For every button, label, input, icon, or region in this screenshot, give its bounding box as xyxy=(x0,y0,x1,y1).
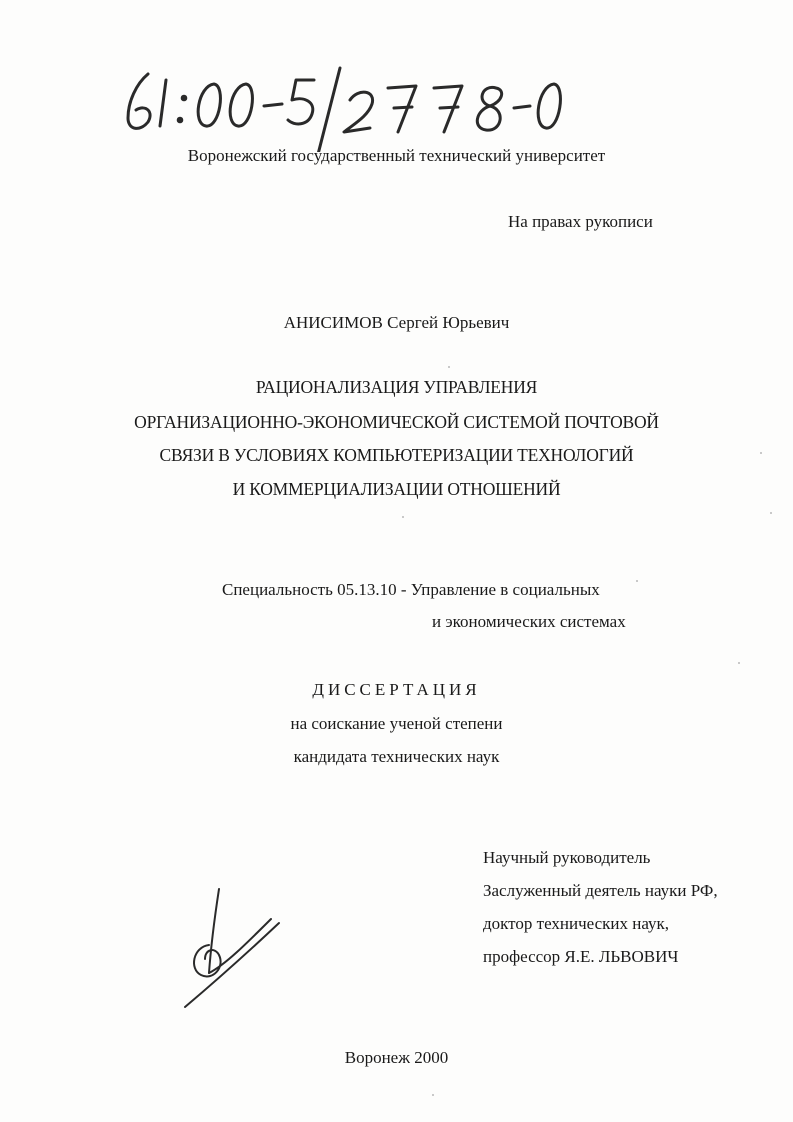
scan-speck xyxy=(636,580,638,582)
specialty-line-1: Специальность 05.13.10 - Управление в социальных xyxy=(222,580,600,599)
scan-speck xyxy=(402,516,404,518)
title-line-2: ОРГАНИЗАЦИОННО-ЭКОНОМИЧЕСКОЙ СИСТЕМОЙ ПОЧТОВОЙ xyxy=(134,412,659,432)
supervisor-line-4: профессор Я.Е. ЛЬВОВИЧ xyxy=(483,947,679,966)
supervisor-line-3: доктор технических наук, xyxy=(483,914,670,933)
scan-speck xyxy=(760,452,762,454)
specialty-line-2: и экономических системах xyxy=(432,612,626,631)
handwritten-signature xyxy=(175,885,285,1015)
city-year: Воронеж 2000 xyxy=(344,1048,449,1067)
title-line-4: И КОММЕРЦИАЛИЗАЦИИ ОТНОШЕНИЙ xyxy=(232,479,561,499)
supervisor-line-1: Научный руководитель xyxy=(483,848,651,867)
degree-line-1: на соискание ученой степени xyxy=(290,714,503,733)
university-name: Воронежский государственный технический университет xyxy=(187,146,606,165)
supervisor-line-2: Заслуженный деятель науки РФ, xyxy=(483,881,718,900)
scan-speck xyxy=(770,512,772,514)
handwritten-archive-code xyxy=(118,62,568,152)
title-line-3: СВЯЗИ В УСЛОВИЯХ КОМПЬЮТЕРИЗАЦИИ ТЕХНОЛОГИЙ xyxy=(159,445,634,465)
manuscript-rights-note: На правах рукописи xyxy=(508,212,653,231)
scan-speck xyxy=(448,366,450,368)
title-line-1: РАЦИОНАЛИЗАЦИЯ УПРАВЛЕНИЯ xyxy=(255,377,538,397)
scan-speck xyxy=(738,662,740,664)
document-type: ДИССЕРТАЦИЯ xyxy=(312,680,481,699)
author-name: АНИСИМОВ Сергей Юрьевич xyxy=(283,313,510,332)
degree-line-2: кандидата технических наук xyxy=(293,747,500,766)
scan-speck xyxy=(432,1094,434,1096)
